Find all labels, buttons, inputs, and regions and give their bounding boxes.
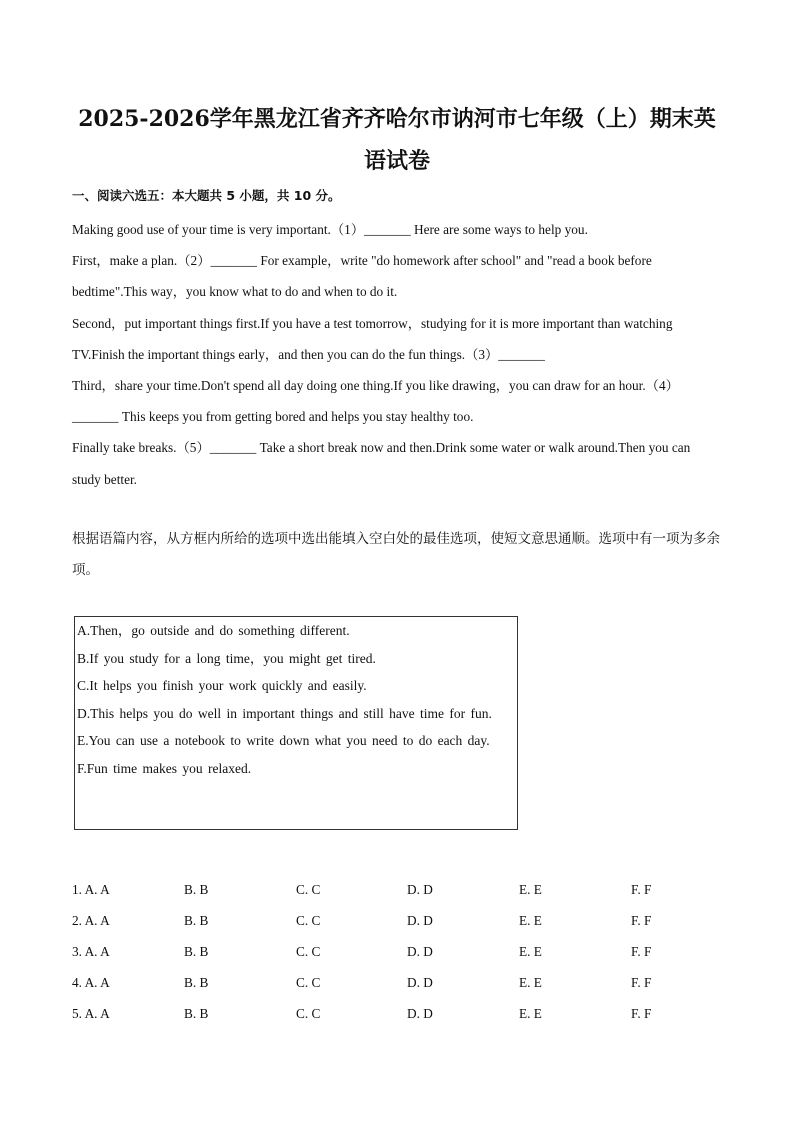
- page-title: 2025-2026学年黑龙江省齐齐哈尔市讷河市七年级（上）期末英语试卷: [78, 106, 716, 174]
- option-b: B.If you study for a long time，you might get tired.: [77, 650, 376, 666]
- choice-e: E. E: [519, 944, 542, 959]
- choice-a: 5. A. A: [72, 1006, 110, 1021]
- choice-c: C. C: [296, 975, 321, 990]
- option-c: C.It helps you finish your work quickly and easily.: [77, 678, 367, 694]
- passage-paragraph: Making good use of your time is very important.（1）_______ Here are some ways to help you.: [72, 222, 588, 237]
- choice-b: B. B: [184, 1006, 209, 1021]
- passage-paragraph: Finally take breaks.（5）_______ Take a short break now and then.Drink some water or walk around.Then you can study better.: [72, 440, 691, 487]
- choice-d: D. D: [407, 1006, 433, 1021]
- passage-paragraph: First，make a plan.（2）_______ For example，write "do homework after school" and "read a book before bedtime".This way，you know what to do and when to do it.: [72, 253, 652, 300]
- choice-f: F. F: [631, 913, 652, 928]
- choice-e: E. E: [519, 975, 542, 990]
- choice-a: 1. A. A: [72, 882, 110, 897]
- answer-row-4: [72, 967, 722, 998]
- passage-paragraph: Third，share your time.Don't spend all day doing one thing.If you like drawing，you can draw for an hour.（4）_______ This keeps you from getting bored and helps you stay healthy too.: [72, 378, 679, 425]
- choice-b: B. B: [184, 913, 209, 928]
- choice-f: F. F: [631, 944, 652, 959]
- choice-e: E. E: [519, 1006, 542, 1021]
- answer-choices: [72, 874, 722, 1029]
- answer-row-3: [72, 936, 722, 967]
- answer-row-5: [72, 998, 722, 1029]
- choice-e: E. E: [519, 913, 542, 928]
- answer-row-2: [72, 905, 722, 936]
- choice-f: F. F: [631, 882, 652, 897]
- option-d: D.This helps you do well in important things and still have time for fun.: [77, 705, 492, 721]
- choice-d: D. D: [407, 913, 433, 928]
- options-box: [74, 616, 518, 830]
- choice-a: 4. A. A: [72, 975, 110, 990]
- choice-b: B. B: [184, 944, 209, 959]
- choice-a: 2. A. A: [72, 913, 110, 928]
- choice-c: C. C: [296, 944, 321, 959]
- choice-c: C. C: [296, 1006, 321, 1021]
- choice-c: C. C: [296, 882, 321, 897]
- choice-c: C. C: [296, 913, 321, 928]
- choice-d: D. D: [407, 944, 433, 959]
- option-f: F.Fun time makes you relaxed.: [77, 760, 252, 776]
- choice-b: B. B: [184, 882, 209, 897]
- option-e: E.You can use a notebook to write down what you need to do each day.: [77, 733, 490, 749]
- choice-d: D. D: [407, 975, 433, 990]
- choice-e: E. E: [519, 882, 542, 897]
- choice-b: B. B: [184, 975, 209, 990]
- section-heading: 一、阅读六选五：本大题共 5 小题，共 10 分。: [72, 188, 341, 203]
- choice-d: D. D: [407, 882, 433, 897]
- instruction-text: 根据语篇内容，从方框内所给的选项中选出能填入空白处的最佳选项，使短文意思通顺。选项中有一项为多余项。: [72, 531, 720, 578]
- passage-paragraph: Second，put important things first.If you have a test tomorrow，studying for it is more important than watching TV.Finish the important things early，and then you can do the fun things.（3）_______: [72, 315, 673, 362]
- option-a: A.Then，go outside and do something different.: [77, 623, 350, 638]
- choice-f: F. F: [631, 975, 652, 990]
- reading-passage: [72, 214, 722, 495]
- choice-a: 3. A. A: [72, 944, 110, 959]
- answer-row-1: [72, 874, 722, 905]
- choice-f: F. F: [631, 1006, 652, 1021]
